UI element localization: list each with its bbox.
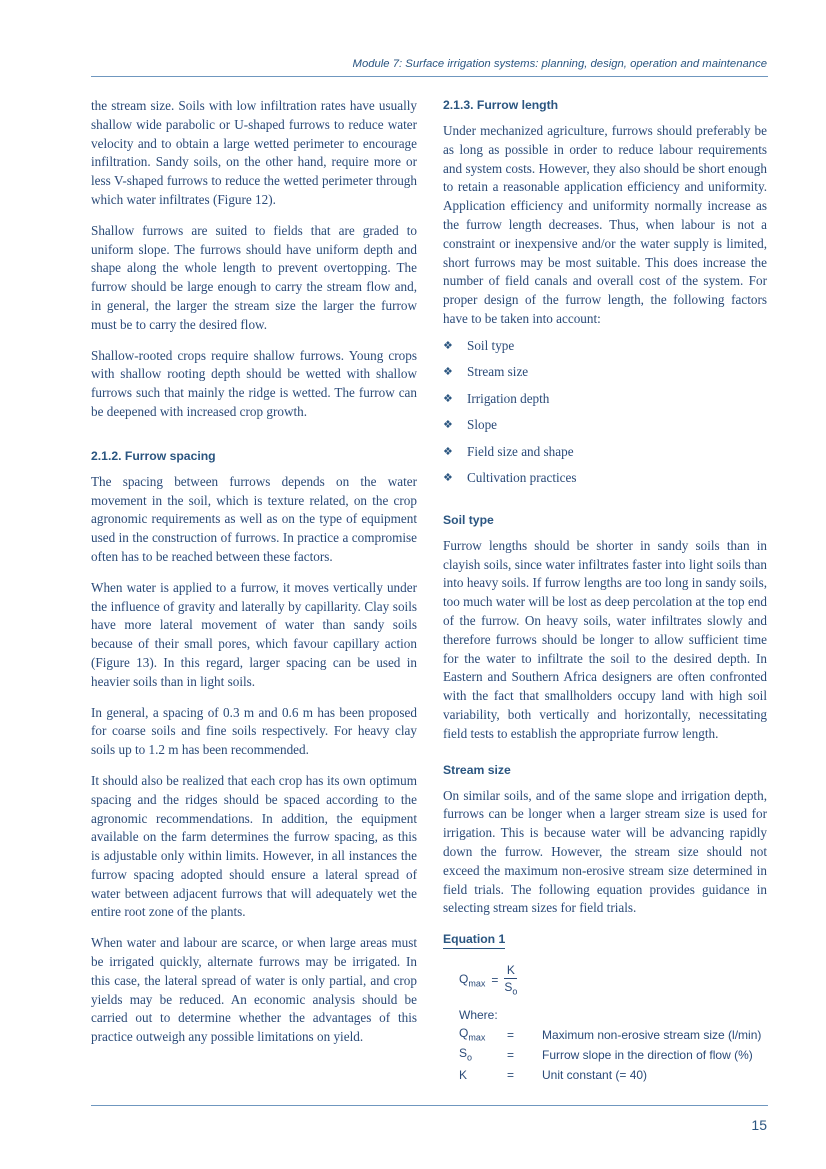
list-item: ❖ Cultivation practices: [443, 465, 767, 492]
paragraph: When water is applied to a furrow, it moves vertically under the influence of gravity and laterally by capillarity. Clay soils have more lateral movement of water than sandy soils because of their small pores, which favour capillary action (Figure 13). In this regard, larger spacing can be used in heavier soils than in light soils.: [91, 579, 417, 689]
section-heading-soil-type: Soil type: [443, 512, 494, 527]
section-heading-stream-size: Stream size: [443, 762, 511, 777]
section-heading-furrow-spacing: 2.1.2. Furrow spacing: [91, 448, 216, 463]
right-column: [443, 97, 767, 1085]
equation-lhs: $Q_{max}$: [459, 971, 486, 988]
paragraph: In general, a spacing of 0.3 m and 0.6 m has been proposed for coarse soils and fine soils respectively. For heavy clay soils up to 1.2 m has been recommended.: [91, 704, 417, 758]
diamond-bullet-icon: ❖: [443, 392, 453, 405]
section-heading-furrow-length: 2.1.3. Furrow length: [443, 98, 559, 112]
left-column: [91, 97, 417, 1059]
equation-fraction: $\frac{K}{S_o}$: [504, 963, 518, 997]
paragraph: Under mechanized agriculture, furrows should preferably be as long as possible in order to reduce labour requirements and system costs. However, they also should be short enough to retain a reasonable application efficiency and uniformity. Application efficiency and uniformity normally increase as the furrow length decreases. Thus, when labour is not a constraint or inexpensive and/or the water supply is limited, short furrows may be most suitable. This does increase the number of field canals and overall cost of the system. For proper design of the furrow length, the following factors have to be taken into account:: [443, 123, 767, 326]
paragraph: When water and labour are scarce, or when large areas must be irrigated quickly, alternate furrows may be irrigated. In this case, the lateral spread of water is only partial, and crop yields may be reduced. An economic analysis should be carried out to determine whether the advantages of this practice outweigh any possible limitations on yield.: [91, 935, 417, 1045]
equation-legend: [443, 1005, 767, 1085]
variable-row: $S_o$ = Furrow slope in the direction of flow (%): [459, 1046, 753, 1063]
variable-row: $Q_{max}$ = Maximum non-erosive stream size (l/min): [459, 1026, 762, 1043]
paragraph: Shallow-rooted crops require shallow furrows. Young crops with shallow rooting depth should be wetted with shallow furrows such that mainly the ridge is wetted. The furrow can be deepened with increased crop growth.: [91, 347, 417, 419]
diamond-bullet-icon: ❖: [443, 472, 453, 485]
list-item: ❖ Slope: [443, 412, 767, 439]
variable-row: K = Unit constant (= 40): [459, 1067, 648, 1082]
diamond-bullet-icon: ❖: [443, 339, 453, 352]
paragraph: Furrow lengths should be shorter in sandy soils than in clayish soils, since water infiltrates faster into light soils than into heavy soils. If furrow lengths are too long in sandy soils, too much water will be lost as deep percolation at the top end of the furrow. On heavy soils, water infiltrates slowly and therefore furrows should be longer to allow sufficient time for the water to infiltrate the soil to the desired depth. In Eastern and Southern Africa designers are often confronted with the fact that smallholders occupy land with high soil variability, both vertically and horizontally, necessitating field tests to establish the appropriate furrow length.: [443, 537, 767, 741]
list-item: ❖ Stream size: [443, 359, 767, 386]
list-item: ❖ Irrigation depth: [443, 386, 767, 413]
diamond-bullet-icon: ❖: [443, 419, 453, 432]
paragraph: Shallow furrows are suited to fields that are graded to uniform slope. The furrows should have uniform depth and shape along the whole length to prevent overtopping. The furrow should be large enough to carry the stream flow and, in general, the larger the stream size the larger the furrow must be to carry the desired flow.: [91, 222, 417, 332]
factor-list: [443, 333, 767, 492]
paragraph: the stream size. Soils with low infiltration rates have usually shallow wide parabolic or U-shaped furrows to reduce water velocity and to obtain a large wetted perimeter to encourage infiltration. Sandy soils, on the other hand, require more or less V-shaped furrows to reduce the wetted perimeter through which water infiltrates (Figure 12).: [91, 98, 417, 207]
equation-block: [443, 930, 767, 1084]
footer-rule: [91, 1105, 768, 1106]
diamond-bullet-icon: ❖: [443, 445, 453, 458]
diamond-bullet-icon: ❖: [443, 366, 453, 379]
header-rule: [91, 76, 768, 77]
where-label: Where:: [459, 1007, 498, 1022]
list-item: ❖ Soil type: [443, 333, 767, 360]
list-item: ❖ Field size and shape: [443, 439, 767, 466]
page-number: 15: [751, 1117, 767, 1133]
equation-formula: [443, 963, 767, 996]
paragraph: The spacing between furrows depends on the water movement in the soil, which is texture related, on the crop agronomic requirements as well as on the type of equipment used in the construction of furrows. In practice a compromise often has to be reached between these factors.: [91, 473, 417, 564]
equation-label: Equation 1: [443, 932, 505, 949]
paragraph: On similar soils, and of the same slope and irrigation depth, furrows can be longer when a larger stream size is used for irrigation. This is because water will be advancing rapidly down the furrow. However, the stream size should not exceed the maximum non-erosive stream size determined in field trials. The following equation provides guidance in selecting stream sizes for field trials.: [443, 787, 767, 916]
equation-equals: =: [491, 972, 499, 987]
paragraph: It should also be realized that each crop has its own optimum spacing and the ridges should be spaced according to the agronomic recommendations. In addition, the equipment available on the farm determines the furrow spacing, as this is adjustable only within limits. However, in all instances the furrow spacing adopted should ensure a lateral spread of water between adjacent furrows that will adequately wet the entire root zone of the plants.: [91, 772, 417, 920]
running-header: Module 7: Surface irrigation systems: planning, design, operation and maintenance: [352, 58, 767, 70]
